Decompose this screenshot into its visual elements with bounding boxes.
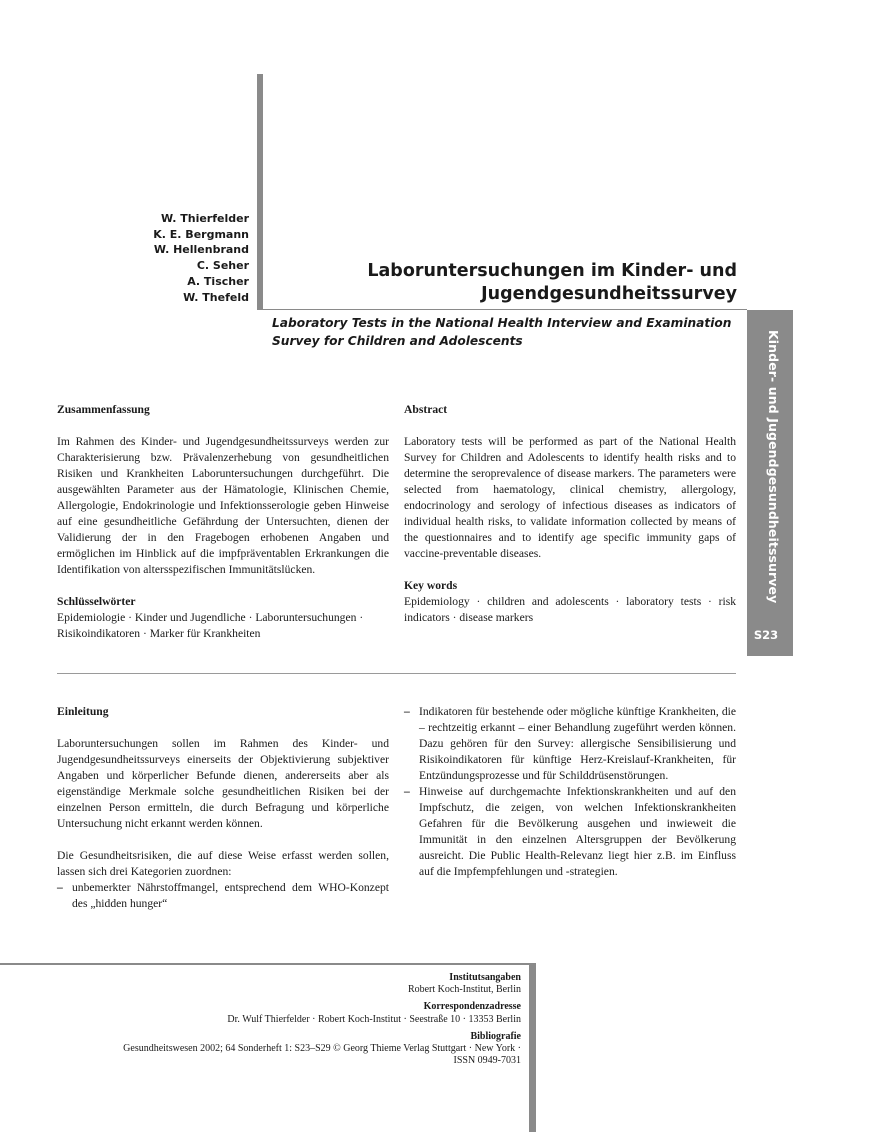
keywords-heading: Key words	[404, 579, 458, 592]
category-list	[57, 880, 389, 912]
side-tab-label: Kinder- und Jugendgesundheitssurvey	[766, 330, 781, 604]
zusammenfassung-heading: Zusammenfassung	[57, 403, 150, 416]
keywords-text: Epidemiology · children and adolescents · laboratory tests · risk indicators · disease markers	[404, 595, 736, 624]
correspondence-heading: Korrespondenzadresse	[423, 1001, 521, 1013]
list-item	[57, 880, 389, 912]
footer-vertical-bar	[529, 963, 536, 1132]
schluesselwoerter-heading: Schlüsselwörter	[57, 595, 136, 608]
bullet-dash: –	[57, 881, 63, 894]
title-rule	[263, 309, 747, 310]
abstract-heading: Abstract	[404, 403, 448, 416]
author-name: W. Thierfelder	[160, 212, 249, 225]
article-info-footer	[123, 972, 521, 1067]
category-list-continued	[404, 704, 736, 880]
bullet-dash: –	[404, 785, 410, 798]
list-item-text: unbemerkter Nährstoffmangel, entsprechend dem WHO-Konzept des „hidden hunger“	[72, 881, 389, 910]
institution-heading: Institutsangaben	[449, 972, 521, 983]
list-item-text: Indikatoren für bestehende oder mögliche künftige Krankheiten, die – rechtzeitig erkannt – einer Behandlung zugeführt werden können. Dazu gehören für den Survey: allergische Sensibilisierung und Risikoindikatoren für künftige Herz-Kreislauf-Krankheiten, für Entzündungsprozesse und für Schilddrüsenstörungen.	[419, 705, 736, 782]
author-name: A. Tischer	[187, 274, 249, 288]
list-item-text: Hinweise auf durchgemachte Infektionskrankheiten und auf den Impfschutz, die zeigen, von welchen Infektionskrankheiten Gefahren für die Bevölkerung ausgehen und inwieweit die Immunität in den einzelnen Altersgruppen der Bevölkerung ausreicht. Die Public Health-Relevanz liegt hier z.B. im Einfluss auf die Impfempfehlungen und -strategien.	[419, 785, 736, 878]
einleitung-heading: Einleitung	[57, 705, 109, 718]
article-title-line: Laboruntersuchungen im Kinder- und	[367, 261, 737, 281]
schluesselwoerter-text: Epidemiologie · Kinder und Jugendliche · Laboruntersuchungen · Risikoindikatoren · Marker für Krankheiten	[57, 611, 364, 640]
author-name: W. Hellenbrand	[153, 243, 249, 257]
bibliography-line: Gesundheitswesen 2002; 64 Sonderheft 1: S23–S29 © Georg Thieme Verlag Stuttgart · New York ·	[123, 1043, 521, 1055]
list-item	[404, 784, 736, 880]
article-title-line: Jugendgesundheitssurvey	[481, 284, 737, 304]
bullet-dash: –	[404, 705, 410, 718]
footer-rule	[0, 963, 535, 965]
bibliography-heading: Bibliografie	[470, 1030, 521, 1042]
author-name: W. Thefeld	[183, 290, 249, 304]
title-vertical-bar	[257, 74, 263, 310]
zusammenfassung-section	[57, 402, 389, 642]
einleitung-paragraph: Laboruntersuchungen sollen im Rahmen des Kinder- und Jugendgesundheitssurveys einerseits der Objektivierung subjektiver Angaben und körperlicher Befunde dienen, andererseits aber als eigenständige Merkmale solche gesundheitlichen Risiken bei der einzelnen Person ermitteln, die durch Befragung und körperliche Untersuchung nicht erkannt werden können.	[57, 737, 389, 830]
abstract-section	[404, 402, 736, 626]
list-item	[404, 704, 736, 784]
author-name: K. E. Bergmann	[153, 227, 249, 241]
einleitung-paragraph: Die Gesundheitsrisiken, die auf diese Weise erfasst werden sollen, lassen sich drei Kategorien zuordnen:	[57, 849, 389, 878]
correspondence-text: Dr. Wulf Thierfelder · Robert Koch-Institut · Seestraße 10 · 13353 Berlin	[227, 1013, 521, 1025]
article-title	[367, 260, 737, 306]
author-name: C. Seher	[196, 259, 249, 273]
zusammenfassung-text: Im Rahmen des Kinder- und Jugendgesundheitssurveys werden zur Charakterisierung bzw. Prävalenzerhebung von gesundheitlichen Risiken und Krankheiten Laboruntersuchungen durchgeführt. Die ausgewählten Parameter aus der Hämatologie, Klinischen Chemie, Allergologie, Endokrinologie und Infektionsserologie geben Hinweise auf eine gesundheitliche Gefährdung der Untersuchten, dienen der Validierung der in den Fragebogen erhobenen Angaben und ermöglichen im Hinblick auf die impfpräventablen Erkrankungen die Identifikation von altersspezifischen Immunitätslücken.	[57, 435, 389, 576]
section-divider	[57, 673, 736, 674]
institution-text: Robert Koch-Institut, Berlin	[407, 984, 521, 996]
article-subtitle: Laboratory Tests in the National Health Interview and Examination Survey for Children and Adolescents	[272, 316, 732, 348]
einleitung-left-column	[57, 704, 389, 912]
author-list	[153, 211, 249, 305]
abstract-text: Laboratory tests will be performed as part of the National Health Survey for Children and Adolescents to identify health risks and to determine the seroprevalence of disease markers. The parameters were selected from haematology, clinical chemistry, allergology, endocrinology and serology of infectious diseases as indicators of individual health risks, to validate information collected by means of the questionnaires and to identify age specific immunity gaps of vaccine-preventable diseases.	[404, 435, 736, 560]
page-number: S23	[753, 628, 779, 642]
bibliography-line: ISSN 0949-7031	[453, 1055, 521, 1067]
einleitung-right-column	[404, 704, 736, 880]
